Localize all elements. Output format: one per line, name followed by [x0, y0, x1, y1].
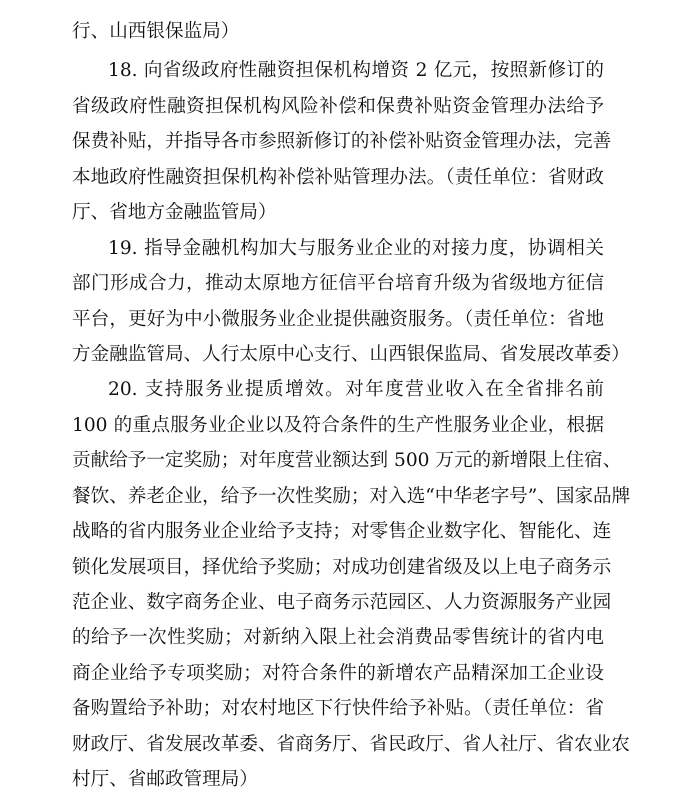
- text-line: 财政厅、省发展改革委、省商务厅、省民政厅、省人社厅、省农业农: [72, 734, 630, 755]
- text-line: 行、山西银保监局）: [72, 21, 240, 42]
- text-line: 方金融监管局、人行太原中心支行、山西银保监局、省发展改革委）: [72, 344, 630, 365]
- text-line: 村厅、省邮政管理局）: [72, 769, 258, 790]
- paragraph-20-first-line: 20. 支持服务业提质增效。对年度营业收入在全省排名前: [108, 379, 604, 400]
- text-line: 贡献给予一定奖励；对年度营业额达到 500 万元的新增限上住宿、: [72, 450, 622, 471]
- text-line: 保费补贴，并指导各市参照新修订的补偿补贴资金管理办法，完善: [72, 131, 612, 152]
- text-line: 的给予一次性奖励；对新纳入限上社会消费品零售统计的省内电: [72, 627, 604, 648]
- text-line: 本地政府性融资担保机构补偿补贴管理办法。（责任单位：省财政: [72, 167, 604, 188]
- paragraph-18-first-line: 18. 向省级政府性融资担保机构增资 2 亿元，按照新修订的: [108, 60, 604, 81]
- text-line: 备购置给予补助；对农村地区下行快件给予补贴。（责任单位：省: [72, 698, 604, 719]
- text-line: 餐饮、养老企业，给予一次性奖励；对入选“中华老字号”、国家品牌: [72, 486, 631, 507]
- text-line: 锁化发展项目，择优给予奖励；对成功创建省级及以上电子商务示: [72, 557, 612, 578]
- text-line: 100 的重点服务业企业以及符合条件的生产性服务业企业，根据: [72, 415, 604, 436]
- text-line: 省级政府性融资担保机构风险补偿和保费补贴资金管理办法给予: [72, 96, 604, 117]
- text-line: 范企业、数字商务企业、电子商务示范园区、人力资源服务产业园: [72, 592, 612, 613]
- text-line: 平台，更好为中小微服务业企业提供融资服务。（责任单位：省地: [72, 309, 604, 330]
- text-line: 厅、省地方金融监管局）: [72, 202, 277, 223]
- text-line: 商企业给予专项奖励；对符合条件的新增农产品精深加工企业设: [72, 663, 604, 684]
- paragraph-19-first-line: 19. 指导金融机构加大与服务业企业的对接力度，协调相关: [108, 238, 604, 259]
- text-line: 部门形成合力，推动太原地方征信平台培育升级为省级地方征信: [72, 273, 604, 294]
- text-line: 战略的省内服务业企业给予支持；对零售企业数字化、智能化、连: [72, 521, 612, 542]
